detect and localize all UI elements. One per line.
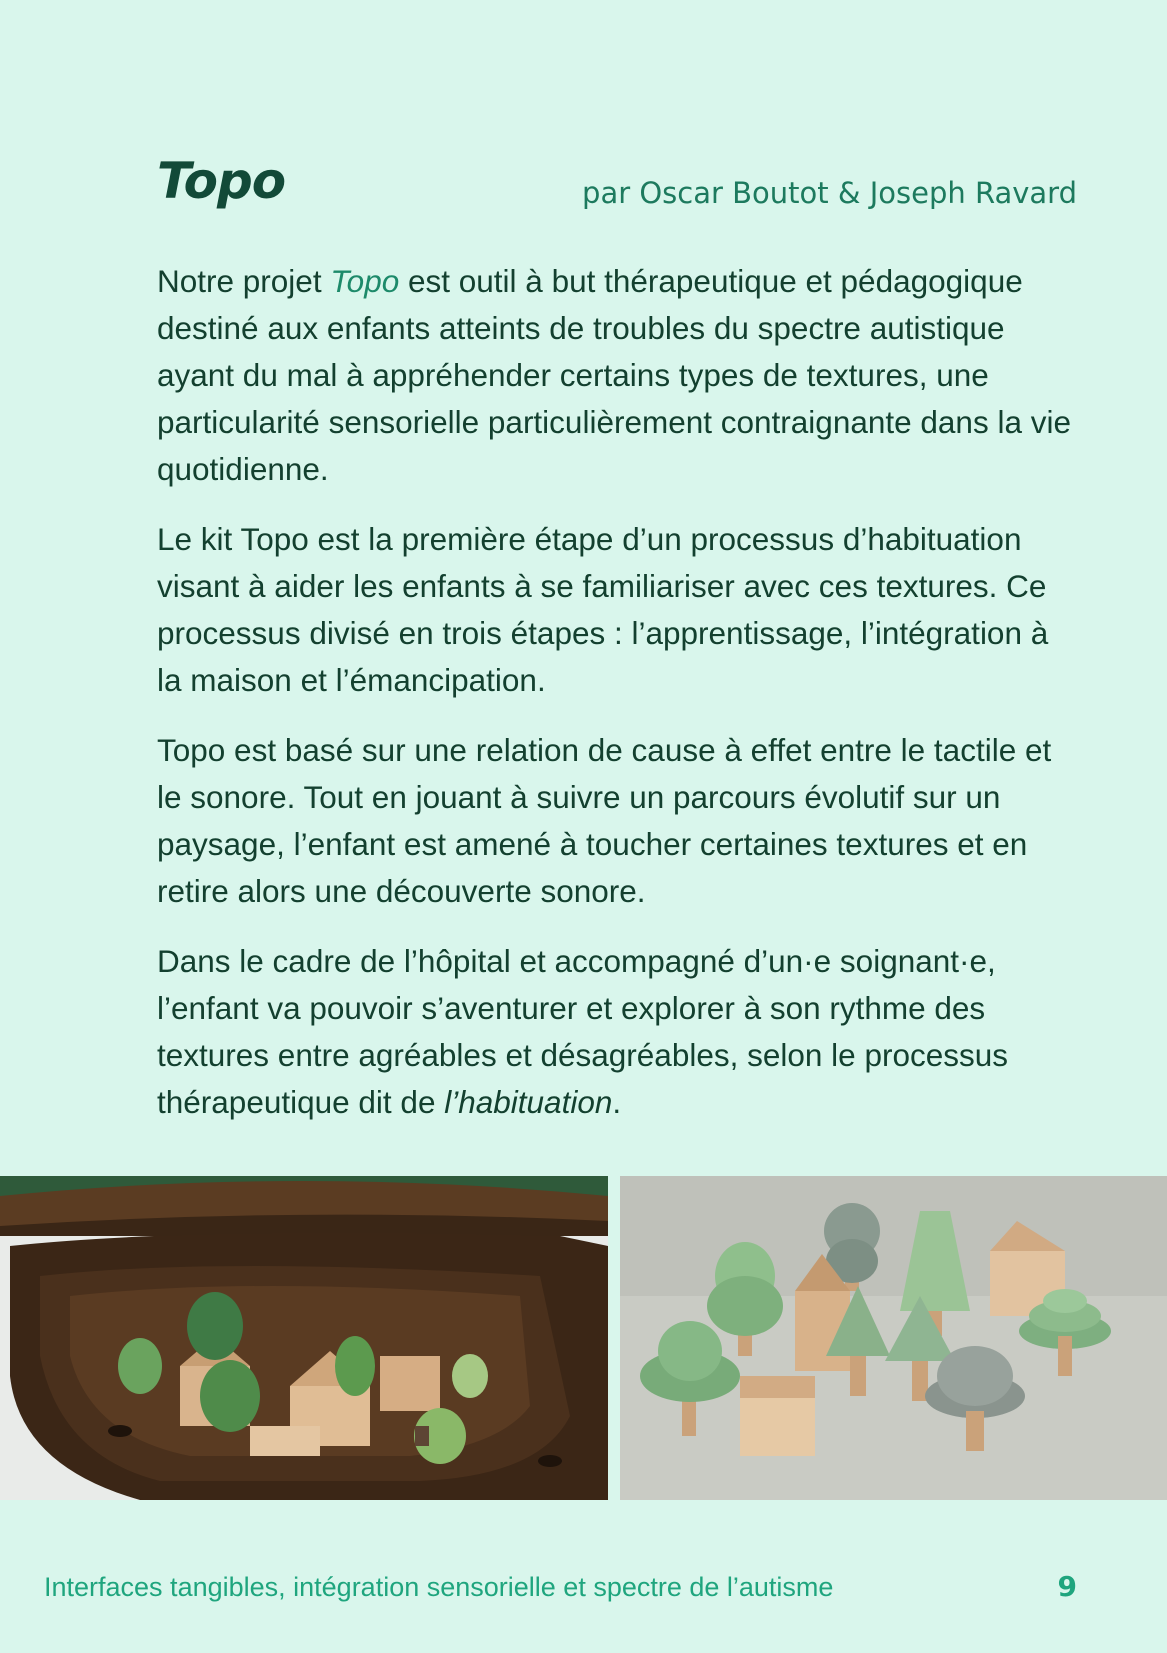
kit-box-photo [0,1176,608,1500]
paragraph-4-start: Dans le cadre de l’hôpital et accompagné d’un·e soignant·e, l’enfant va pouvoir s’aventurer et explorer à son rythme des textures entre agréables et désagréables, selon le processus thérapeutique dit de [157,943,1009,1120]
paragraph-4-end: . [612,1084,622,1120]
paragraph-2: Le kit Topo est la première étape d’un processus d’habituation visant à aider les enfants à se familiariser avec ces textures. Ce processus divisé en trois étapes : l’apprentissage, l’intégration à la maison et l’émancipation. [157,521,1049,698]
paragraph-4 [157,938,1077,1126]
project-name-emphasis: Topo [330,263,400,299]
habituation-emphasis: l’habituation [444,1084,613,1120]
paragraph-1-end: est outil à but thérapeutique et pédagogique destiné aux enfants atteints de troubles du spectre autistique ayant du mal à appréhender certains types de textures, une particularité sensorielle particulièrement contraignante dans la vie quotidienne. [157,263,1071,487]
paragraph-1-start: Notre projet [157,263,331,299]
page-number: 9 [1057,1570,1077,1603]
article-byline: par Oscar Boutot & Joseph Ravard [582,176,1077,210]
paragraph-1 [157,258,1077,493]
article-title: Topo [157,152,286,210]
article-body [157,258,1077,1149]
pieces-photo [620,1176,1167,1500]
footer-publication-title: Interfaces tangibles, intégration sensorielle et spectre de l’autisme [44,1572,834,1602]
paragraph-3: Topo est basé sur une relation de cause à effet entre le tactile et le sonore. Tout en jouant à suivre un parcours évolutif sur un paysage, l’enfant est amené à toucher certaines textures et en retire alors une découverte sonore. [157,732,1052,909]
